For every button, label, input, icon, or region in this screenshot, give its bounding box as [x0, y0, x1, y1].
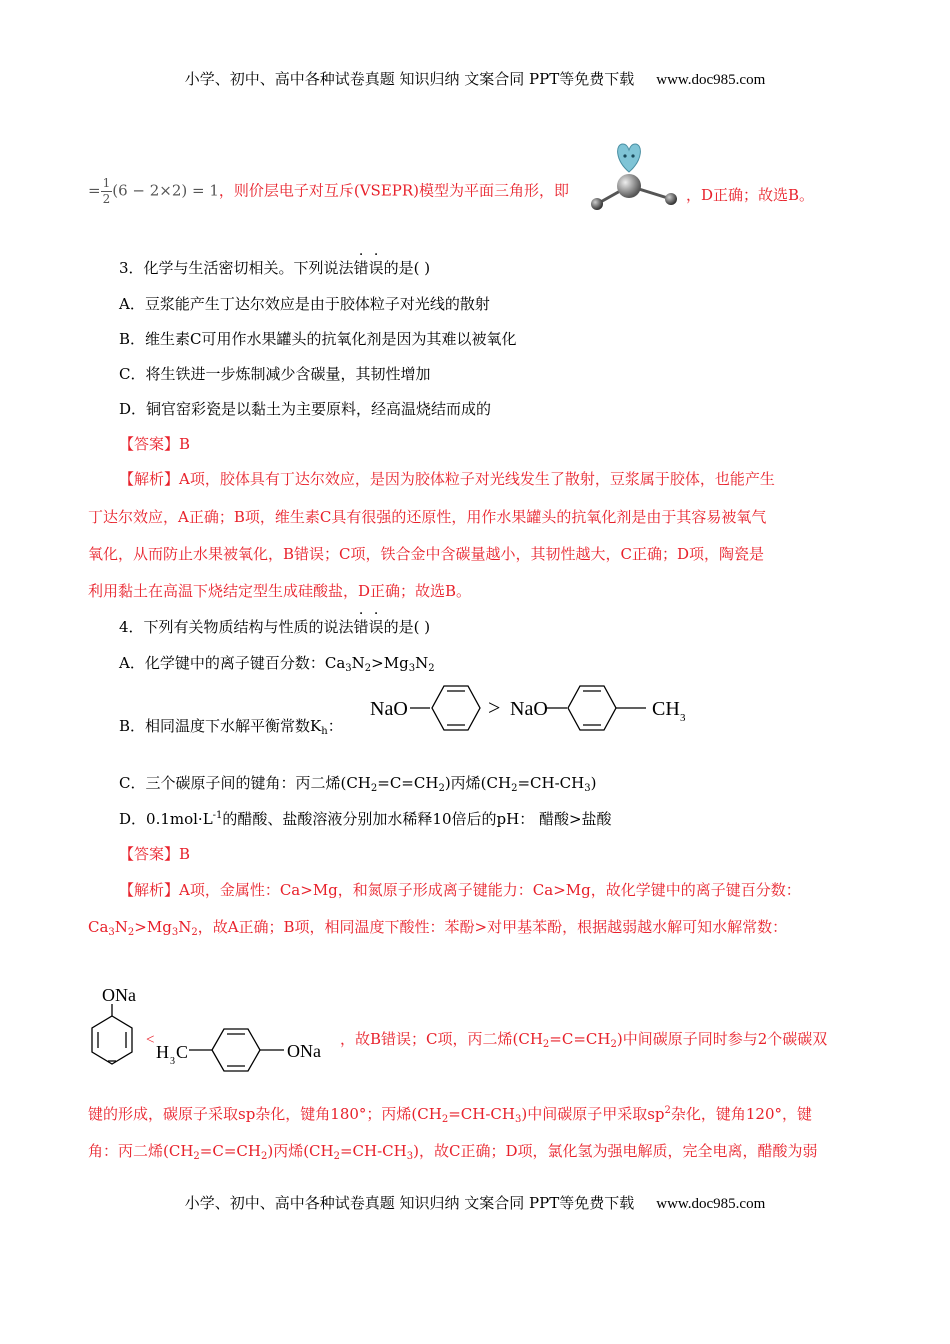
emphasis-char: 误 — [368, 259, 384, 277]
compare-sign: > — [488, 695, 501, 720]
top-text-1: ，则价层电子对互斥(VSEPR)模型为平面三角形，即 — [218, 181, 570, 200]
naO-group-left: NaO — [370, 698, 408, 720]
ligand-atom-right — [665, 193, 677, 205]
q3-analysis-3: 氧化，从而防止水果被氧化，B错误；C项，铁合金中含碳量越小，其韧性越大，C正确；D项，陶瓷是 — [88, 545, 765, 563]
q4-option-b: B．相同温度下水解平衡常数$K_h$： — [119, 717, 343, 737]
ona-group-top: ONa — [102, 985, 136, 1005]
header-text: 小学、初中、高中各种试卷真题 知识归纳 文案合同 PPT等免费下载 — [184, 70, 635, 88]
vsepr-trigonal-planar-model-icon — [585, 142, 685, 214]
methyl-c: C — [176, 1042, 189, 1062]
central-atom — [617, 174, 641, 198]
methyl-group: CH — [652, 698, 680, 720]
q4-analysis-1: 【解析】A项，金属性：Ca>Mg，和氮原子形成离子键能力：Ca>Mg，故化学键中的离子键百分数： — [119, 881, 801, 899]
footer-text: 小学、初中、高中各种试卷真题 知识归纳 文案合同 PPT等免费下载 — [184, 1194, 635, 1212]
q4-analysis-4: 键的形成，碳原子采取sp杂化，键角180°；丙烯$(CH_2=CH-CH_3)$中间碳原子甲采取$sp^2$杂化，键角120°，键 — [88, 1105, 813, 1125]
q3-option-c: C．将生铁进一步炼制减少含碳量，其韧性增加 — [119, 365, 431, 383]
q4-answer: 【答案】B — [119, 845, 191, 863]
lone-pair-lobe — [618, 144, 641, 172]
q4-analysis-2: $Ca_3N_2>Mg_3N_2$，故A正确；B项，相同温度下酸性：苯酚>对甲基苯酚，根据越弱越水解可知水解常数： — [88, 918, 788, 938]
eq-rest: (6 − 2×2) = 1 — [112, 181, 219, 200]
q3-option-a: A．豆浆能产生丁达尔效应是由于胶体粒子对光线的散射 — [119, 295, 490, 313]
naO-group-right: NaO — [510, 698, 548, 720]
top-equation-line — [88, 176, 569, 207]
q4-option-d: D．$0.1mol\cdot L^{-1}$的醋酸、盐酸溶液分别加水稀释10倍后的pH： 醋酸>盐酸 — [119, 810, 612, 828]
q3-option-b: B．维生素C可用作水果罐头的抗氧化剂是因为其难以被氧化 — [119, 330, 517, 348]
methyl-subscript: 3 — [680, 712, 686, 724]
methyl-h-subscript: 3 — [170, 1056, 175, 1067]
page-footer — [0, 1192, 950, 1213]
less-than-sign: < — [146, 1032, 155, 1048]
ligand-atom-left — [591, 198, 603, 210]
eq-prefix: = — [88, 181, 101, 200]
phenoxide-vs-cresolate-structure-icon — [84, 982, 336, 1080]
methyl-h: H — [156, 1042, 169, 1062]
q4-option-c: C．三个碳原子间的键角：丙二烯$(CH_2=C=CH_2)$丙烯$(CH_2=CH-CH_3)$ — [119, 774, 597, 794]
emphasis-char: 错 — [353, 259, 369, 277]
ona-group-right: ONa — [287, 1041, 321, 1061]
footer-site: www.doc985.com — [656, 1196, 766, 1212]
top-text-2: ，D正确；故选B。 — [686, 186, 815, 204]
emphasis-char: 错 — [353, 618, 369, 636]
q3-option-d: D．铜官窑彩瓷是以黏土为主要原料，经高温烧结而成的 — [119, 400, 492, 418]
q4-stem: 4．下列有关物质结构与性质的说法错误的是( ) — [119, 618, 431, 636]
fraction — [101, 176, 113, 207]
emphasis-char: 误 — [368, 618, 384, 636]
q3-analysis-2: 丁达尔效应，A正确；B项，维生素C具有很强的还原性，用作水果罐头的抗氧化剂是由于其容易被氧气 — [88, 508, 767, 526]
q3-answer: 【答案】B — [119, 435, 191, 453]
q4-analysis-5: 角：丙二烯$(CH_2=C=CH_2)$丙烯$(CH_2=CH-CH_3)$，故C正确；D项，氯化氢为强电解质，完全电离，醋酸为弱 — [88, 1142, 818, 1162]
frac-num: 1 — [102, 176, 111, 190]
q3-stem: 3．化学与生活密切相关。下列说法错误的是( ) — [119, 259, 431, 277]
q3-analysis-1: 【解析】A项，胶体具有丁达尔效应，是因为胶体粒子对光线发生了散射，豆浆属于胶体，也能产生 — [119, 470, 775, 488]
q4-analysis-3: ，故B错误；C项，丙二烯$(CH_2=C=CH_2)$中间碳原子同时参与2个碳碳双 — [340, 1030, 828, 1050]
header-site: www.doc985.com — [656, 72, 766, 88]
q4-option-a: A．化学键中的离子键百分数：$Ca_3N_2>Mg_3N_2$ — [119, 654, 435, 674]
frac-den: 2 — [102, 192, 111, 206]
q3-analysis-4: 利用黏土在高温下烧结定型生成硅酸盐，D正确；故选B。 — [88, 582, 472, 600]
sodium-phenoxide-comparison-icon — [368, 680, 698, 738]
page-header — [0, 68, 950, 89]
